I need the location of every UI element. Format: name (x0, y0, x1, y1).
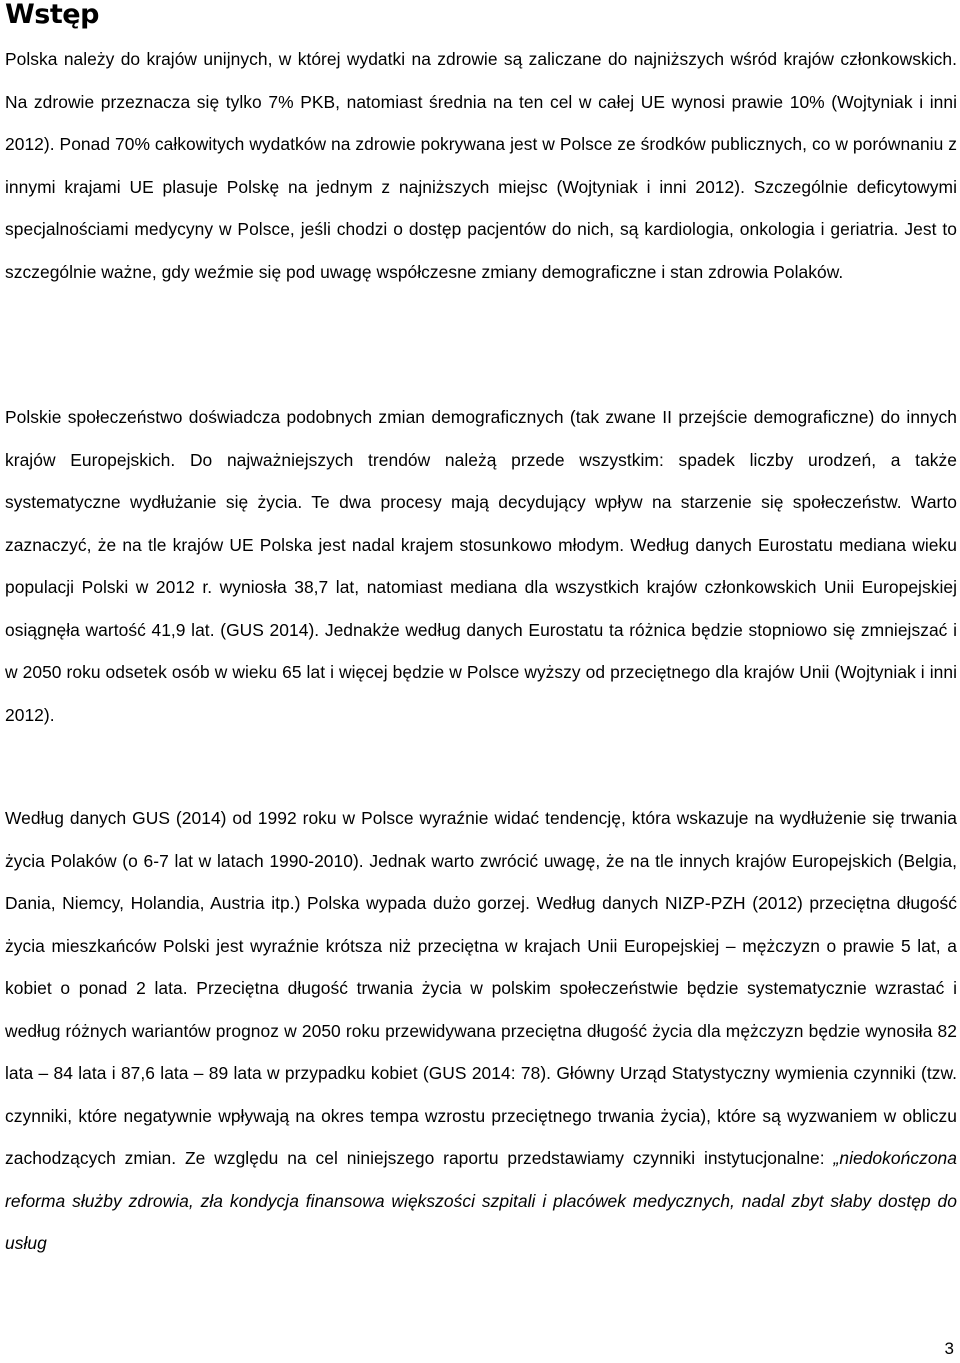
page-number: 3 (944, 1339, 954, 1358)
paragraph-text: Polskie społeczeństwo doświadcza podobnych zmian demograficznych (tak zwane II przejście demograficzne) do innych krajów Europejskich. Do najważniejszych trendów należą przede wszystkim: spadek liczby urodzeń, a także systematyczne wydłużanie się życia. Te dwa procesy mają decydujący wpływ na starzenie się społeczeństw. Warto zaznaczyć, że na tle krajów UE Polska jest nadal krajem stosunkowo młodym. Według danych Eurostatu mediana wieku populacji Polski w 2012 r. wyniosła 38,7 lat, natomiast mediana dla wszystkich krajów członkowskich Unii Europejskiej osiągnęła wartość 41,9 lat. (GUS 2014). Jednakże według danych Eurostatu ta różnica będzie stopniowo się zmniejszać i w 2050 roku odsetek osób w wieku 65 lat i więcej będzie w Polsce wyższy od przeciętnego dla krajów Unii (Wojtyniak i inni 2012). (5, 407, 957, 725)
paragraph-demographics (5, 396, 957, 736)
paragraph-health-spending (5, 38, 957, 293)
paragraph-life-expectancy (5, 797, 957, 1265)
paragraph-text: Według danych GUS (2014) od 1992 roku w Polsce wyraźnie widać tendencję, która wskazuje na wydłużenie się trwania życia Polaków (o 6-7 lat w latach 1990-2010). Jednak warto zwrócić uwagę, że na tle innych krajów Europejskich (Belgia, Dania, Niemcy, Holandia, Austria itp.) Polska wypada dużo gorzej. Według danych NIZP-PZH (2012) przeciętna długość życia mieszkańców Polski jest wyraźnie krótsza niż przeciętna w krajach Unii Europejskiej – mężczyzn o prawie 5 lat, a kobiet o ponad 2 lata. Przeciętna długość trwania życia w polskim społeczeństwie będzie systematycznie wzrastać i według różnych wariantów prognoz w 2050 roku przewidywana przeciętna długość życia dla mężczyzn będzie wynosiła 82 lata – 84 lata i 87,6 lata – 89 lata w przypadku kobiet (GUS 2014: 78). Główny Urząd Statystyczny wymienia czynniki (tzw. czynniki, które negatywnie wpływają na okres tempa wzrostu przeciętnego trwania życia), które są wyzwaniem w obliczu zachodzących zmian. Ze względu na cel niniejszego raportu przedstawiamy czynniki instytucjonalne: (5, 808, 957, 1168)
paragraph-text: Polska należy do krajów unijnych, w której wydatki na zdrowie są zaliczane do najniższych wśród krajów członkowskich. Na zdrowie przeznacza się tylko 7% PKB, natomiast średnia na ten cel w całej UE wynosi prawie 10% (Wojtyniak i inni 2012). Ponad 70% całkowitych wydatków na zdrowie pokrywana jest w Polsce ze środków publicznych, co w porównaniu z innymi krajami UE plasuje Polskę na jednym z najniższych miejsc (Wojtyniak i inni 2012). Szczególnie deficytowymi specjalnościami medycyny w Polsce, jeśli chodzi o dostęp pacjentów do nich, są kardiologia, onkologia i geriatria. Jest to szczególnie ważne, gdy weźmie się pod uwagę współczesne zmiany demograficzne i stan zdrowia Polaków. (5, 49, 957, 282)
section-heading: Wstęp (5, 0, 99, 30)
italic-quote: „niedokończona reforma służby zdrowia, zła kondycja finansowa większości szpitali i placówek medycznych, nadal zbyt słaby dostęp do usług (5, 1148, 957, 1253)
